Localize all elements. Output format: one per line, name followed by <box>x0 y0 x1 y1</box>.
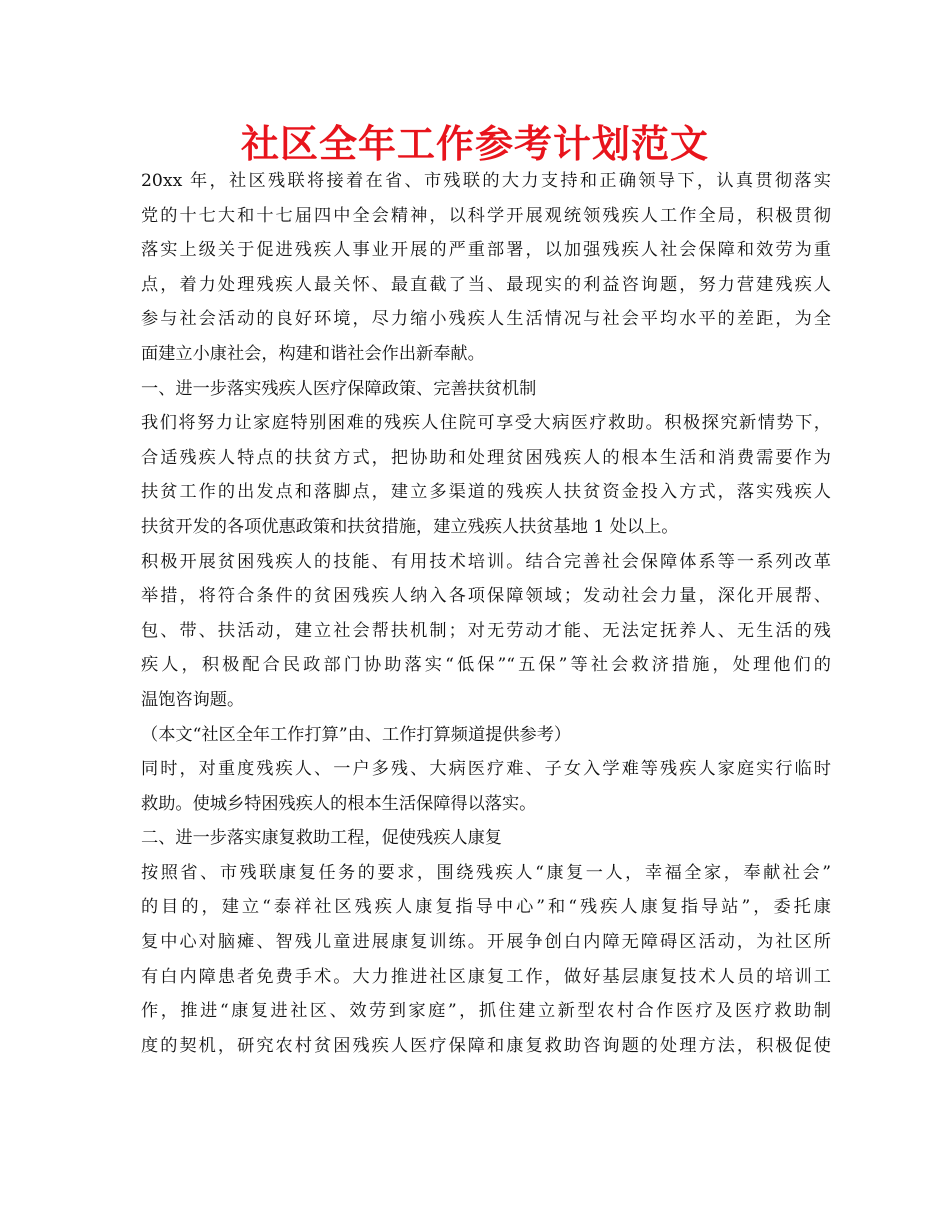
paragraph-line: 救助。使城乡特困残疾人的根本生活保障得以落实。 <box>141 793 537 814</box>
paragraph-line: 落实上级关于促进残疾人事业开展的严重部署，以加强残疾人社会保障和效劳为重 <box>141 240 831 261</box>
paragraph-line: 扶贫工作的出发点和落脚点，建立多渠道的残疾人扶贫资金投入方式，落实残疾人 <box>141 482 831 503</box>
paragraph-line: 疾人，积极配合民政部门协助落实“低保”“五保”等社会救济措施，处理他们的 <box>141 655 831 676</box>
paragraph-line: 扶贫开发的各项优惠政策和扶贫措施，建立残疾人扶贫基地 1 处以上。 <box>141 516 679 537</box>
paragraph-line: 按照省、市残联康复任务的要求，围绕残疾人“康复一人，幸福全家，奉献社会” <box>141 862 831 883</box>
paragraph-line: 面建立小康社会，构建和谐社会作出新奉献。 <box>141 343 485 364</box>
paragraph-line: 作，推进“康复进社区、效劳到家庭”，抓住建立新型农村合作医疗及医疗救助制 <box>141 1001 831 1022</box>
paragraph-line: 度的契机，研究农村贫困残疾人医疗保障和康复救助咨询题的处理方法，积极促使 <box>141 1035 831 1056</box>
source-note: （本文“社区全年工作打算”由、工作打算频道提供参考） <box>141 724 572 745</box>
paragraph-line: 有白内障患者免费手术。大力推进社区康复工作，做好基层康复技术人员的培训工 <box>141 966 831 987</box>
section-heading: 二、进一步落实康复救助工程，促使残疾人康复 <box>141 828 502 849</box>
document-title: 社区全年工作参考计划范文 <box>240 122 709 166</box>
paragraph-line: 20xx 年，社区残联将接着在省、市残联的大力支持和正确领导下，认真贯彻落实 <box>141 171 831 191</box>
paragraph-line: 参与社会活动的良好环境，尽力缩小残疾人生活情况与社会平均水平的差距，为全 <box>141 309 831 330</box>
paragraph-line: 同时，对重度残疾人、一户多残、大病医疗难、子女入学难等残疾人家庭实行临时 <box>141 759 831 780</box>
document-body <box>141 164 831 1063</box>
section-heading: 一、进一步落实残疾人医疗保障政策、完善扶贫机制 <box>141 378 537 399</box>
paragraph-line: 党的十七大和十七届四中全会精神，以科学开展观统领残疾人工作全局，积极贯彻 <box>141 205 831 226</box>
paragraph-line: 举措，将符合条件的贫困残疾人纳入各项保障领域；发动社会力量，深化开展帮、 <box>141 586 831 607</box>
paragraph-line: 积极开展贫困残疾人的技能、有用技术培训。结合完善社会保障体系等一系列改革 <box>141 551 831 572</box>
paragraph-line: 包、带、扶活动，建立社会帮扶机制；对无劳动才能、无法定抚养人、无生活的残 <box>141 620 831 641</box>
paragraph-line: 温饱咨询题。 <box>141 689 245 710</box>
paragraph-line: 复中心对脑瘫、智残儿童进展康复训练。开展争创白内障无障碍区活动，为社区所 <box>141 932 831 953</box>
paragraph-line: 我们将努力让家庭特别困难的残疾人住院可享受大病医疗救助。积极探究新情势下， <box>141 413 831 434</box>
paragraph-line: 合适残疾人特点的扶贫方式，把协助和处理贫困残疾人的根本生活和消费需要作为 <box>141 447 831 468</box>
paragraph-line: 的目的，建立“泰祥社区残疾人康复指导中心”和“残疾人康复指导站”，委托康 <box>141 897 831 918</box>
paragraph-line: 点，着力处理残疾人最关怀、最直截了当、最现实的利益咨询题，努力营建残疾人 <box>141 274 831 295</box>
